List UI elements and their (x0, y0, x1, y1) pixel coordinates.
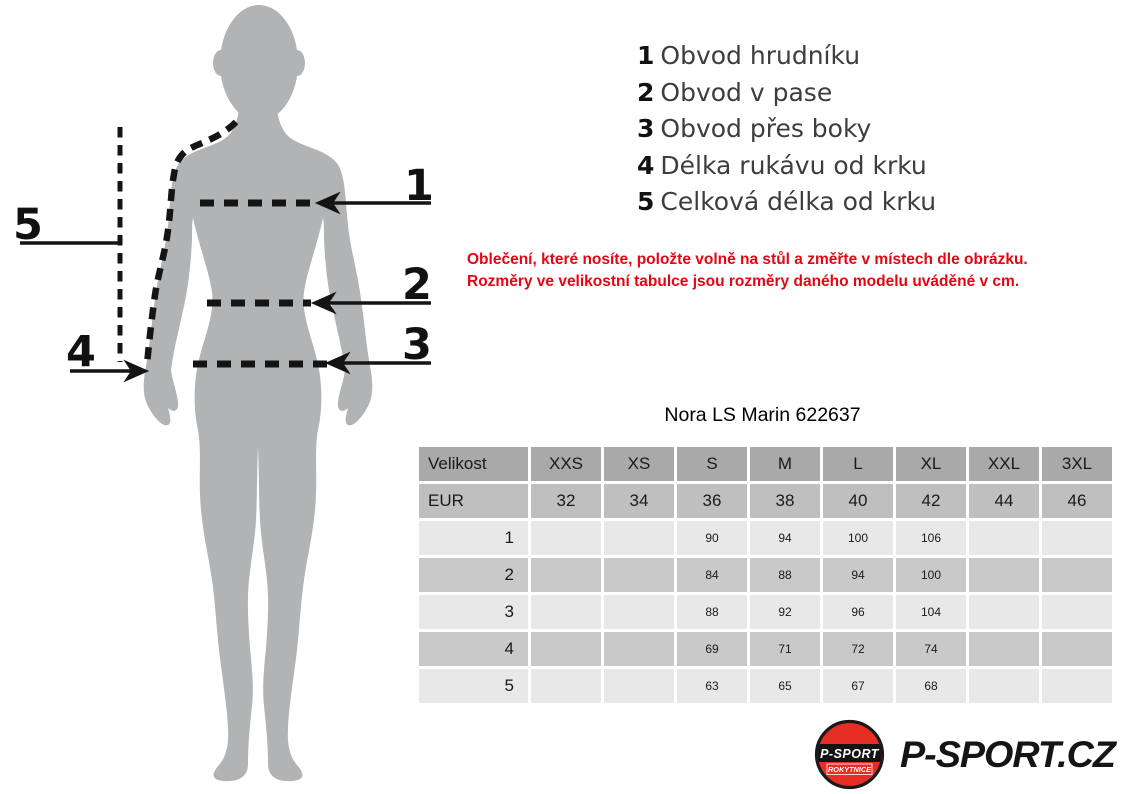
size-value-cell (969, 669, 1039, 703)
row-label: 5 (419, 669, 528, 703)
size-value-cell: 34 (604, 484, 674, 518)
size-value-cell (531, 595, 601, 629)
size-column-header: M (750, 447, 820, 481)
size-value-cell: 88 (750, 558, 820, 592)
row-label: EUR (419, 484, 528, 518)
size-value-cell: 32 (531, 484, 601, 518)
brand-logo (814, 719, 1115, 790)
size-column-header: L (823, 447, 893, 481)
size-value-cell: 84 (677, 558, 747, 592)
size-table (416, 444, 1115, 706)
size-value-cell: 100 (823, 521, 893, 555)
legend-item-label: Délka rukávu od krku (660, 150, 927, 180)
row-label: 1 (419, 521, 528, 555)
size-value-cell: 42 (896, 484, 966, 518)
measurement-legend (637, 38, 936, 221)
size-value-cell: 69 (677, 632, 747, 666)
size-value-cell: 96 (823, 595, 893, 629)
size-value-cell: 88 (677, 595, 747, 629)
eur-size-row (419, 484, 1112, 518)
size-value-cell: 74 (896, 632, 966, 666)
size-value-cell (969, 595, 1039, 629)
size-value-cell (1042, 669, 1112, 703)
size-table-header-row (419, 447, 1112, 481)
size-column-header: 3XL (1042, 447, 1112, 481)
size-value-cell: 92 (750, 595, 820, 629)
legend-item (637, 75, 936, 112)
size-value-cell (969, 521, 1039, 555)
marker-5-label: 5 (13, 200, 43, 250)
size-value-cell: 68 (896, 669, 966, 703)
marker-4-label: 4 (66, 327, 96, 377)
legend-item (637, 38, 936, 75)
size-value-cell (1042, 521, 1112, 555)
size-value-cell (969, 558, 1039, 592)
logo-badge-subtitle: ROKYTNICE (828, 765, 871, 774)
measurement-row (419, 595, 1112, 629)
size-value-cell: 38 (750, 484, 820, 518)
size-column-header: S (677, 447, 747, 481)
legend-item-label: Obvod hrudníku (660, 41, 861, 70)
size-value-cell: 67 (823, 669, 893, 703)
size-value-cell: 94 (823, 558, 893, 592)
legend-item (637, 184, 936, 221)
row-label: 4 (419, 632, 528, 666)
size-value-cell (531, 558, 601, 592)
logo-badge-title: P-SPORT (820, 746, 879, 761)
logo-wordmark: P-SPORT.CZ (900, 733, 1115, 775)
size-value-cell (531, 632, 601, 666)
marker-3-label: 3 (402, 320, 432, 370)
size-value-cell: 94 (750, 521, 820, 555)
legend-item-label: Obvod přes boky (660, 114, 872, 143)
size-value-cell: 44 (969, 484, 1039, 518)
size-value-cell: 106 (896, 521, 966, 555)
size-value-cell: 46 (1042, 484, 1112, 518)
legend-item-number: 2 (637, 77, 655, 107)
size-value-cell (1042, 558, 1112, 592)
size-column-header: XXL (969, 447, 1039, 481)
legend-item-label: Celková délka od krku (660, 187, 937, 216)
size-value-cell (969, 632, 1039, 666)
size-value-cell: 72 (823, 632, 893, 666)
size-value-cell (531, 669, 601, 703)
legend-item-number: 5 (637, 187, 655, 216)
size-value-cell: 36 (677, 484, 747, 518)
size-value-cell (604, 669, 674, 703)
size-value-cell: 90 (677, 521, 747, 555)
note-line-1: Oblečení, které nosíte, položte volně na stůl a změřte v místech dle obrázku. (467, 251, 1028, 268)
size-value-cell: 71 (750, 632, 820, 666)
product-title: Nora LS Marin 622637 (664, 404, 861, 426)
marker-2-label: 2 (402, 260, 432, 310)
size-value-cell (604, 558, 674, 592)
body-silhouette (144, 88, 373, 781)
size-value-cell (604, 521, 674, 555)
row-label: 2 (419, 558, 528, 592)
row-label: 3 (419, 595, 528, 629)
size-column-header: XS (604, 447, 674, 481)
legend-item (637, 148, 936, 185)
size-column-header: XXS (531, 447, 601, 481)
size-value-cell (1042, 595, 1112, 629)
measurement-row (419, 669, 1112, 703)
marker-1-label: 1 (404, 161, 434, 211)
note-line-2: Rozměry ve velikostní tabulce jsou rozměry daného modelu uváděné v cm. (467, 273, 1020, 290)
size-value-cell (604, 595, 674, 629)
legend-item-number: 3 (637, 114, 655, 143)
legend-item (637, 111, 936, 148)
legend-item-number: 1 (637, 41, 655, 70)
size-table-corner-header: Velikost (419, 447, 528, 481)
logo-badge-icon (814, 719, 885, 790)
size-value-cell: 104 (896, 595, 966, 629)
measurement-row (419, 632, 1112, 666)
body-measurement-diagram (0, 0, 480, 794)
measurement-row (419, 521, 1112, 555)
legend-item-label: Obvod v pase (660, 77, 833, 107)
size-value-cell: 100 (896, 558, 966, 592)
measurement-row (419, 558, 1112, 592)
measurement-note (467, 249, 1028, 293)
size-value-cell (1042, 632, 1112, 666)
legend-item-number: 4 (637, 150, 655, 180)
size-value-cell (604, 632, 674, 666)
size-value-cell: 65 (750, 669, 820, 703)
size-column-header: XL (896, 447, 966, 481)
size-value-cell: 63 (677, 669, 747, 703)
size-value-cell (531, 521, 601, 555)
size-value-cell: 40 (823, 484, 893, 518)
